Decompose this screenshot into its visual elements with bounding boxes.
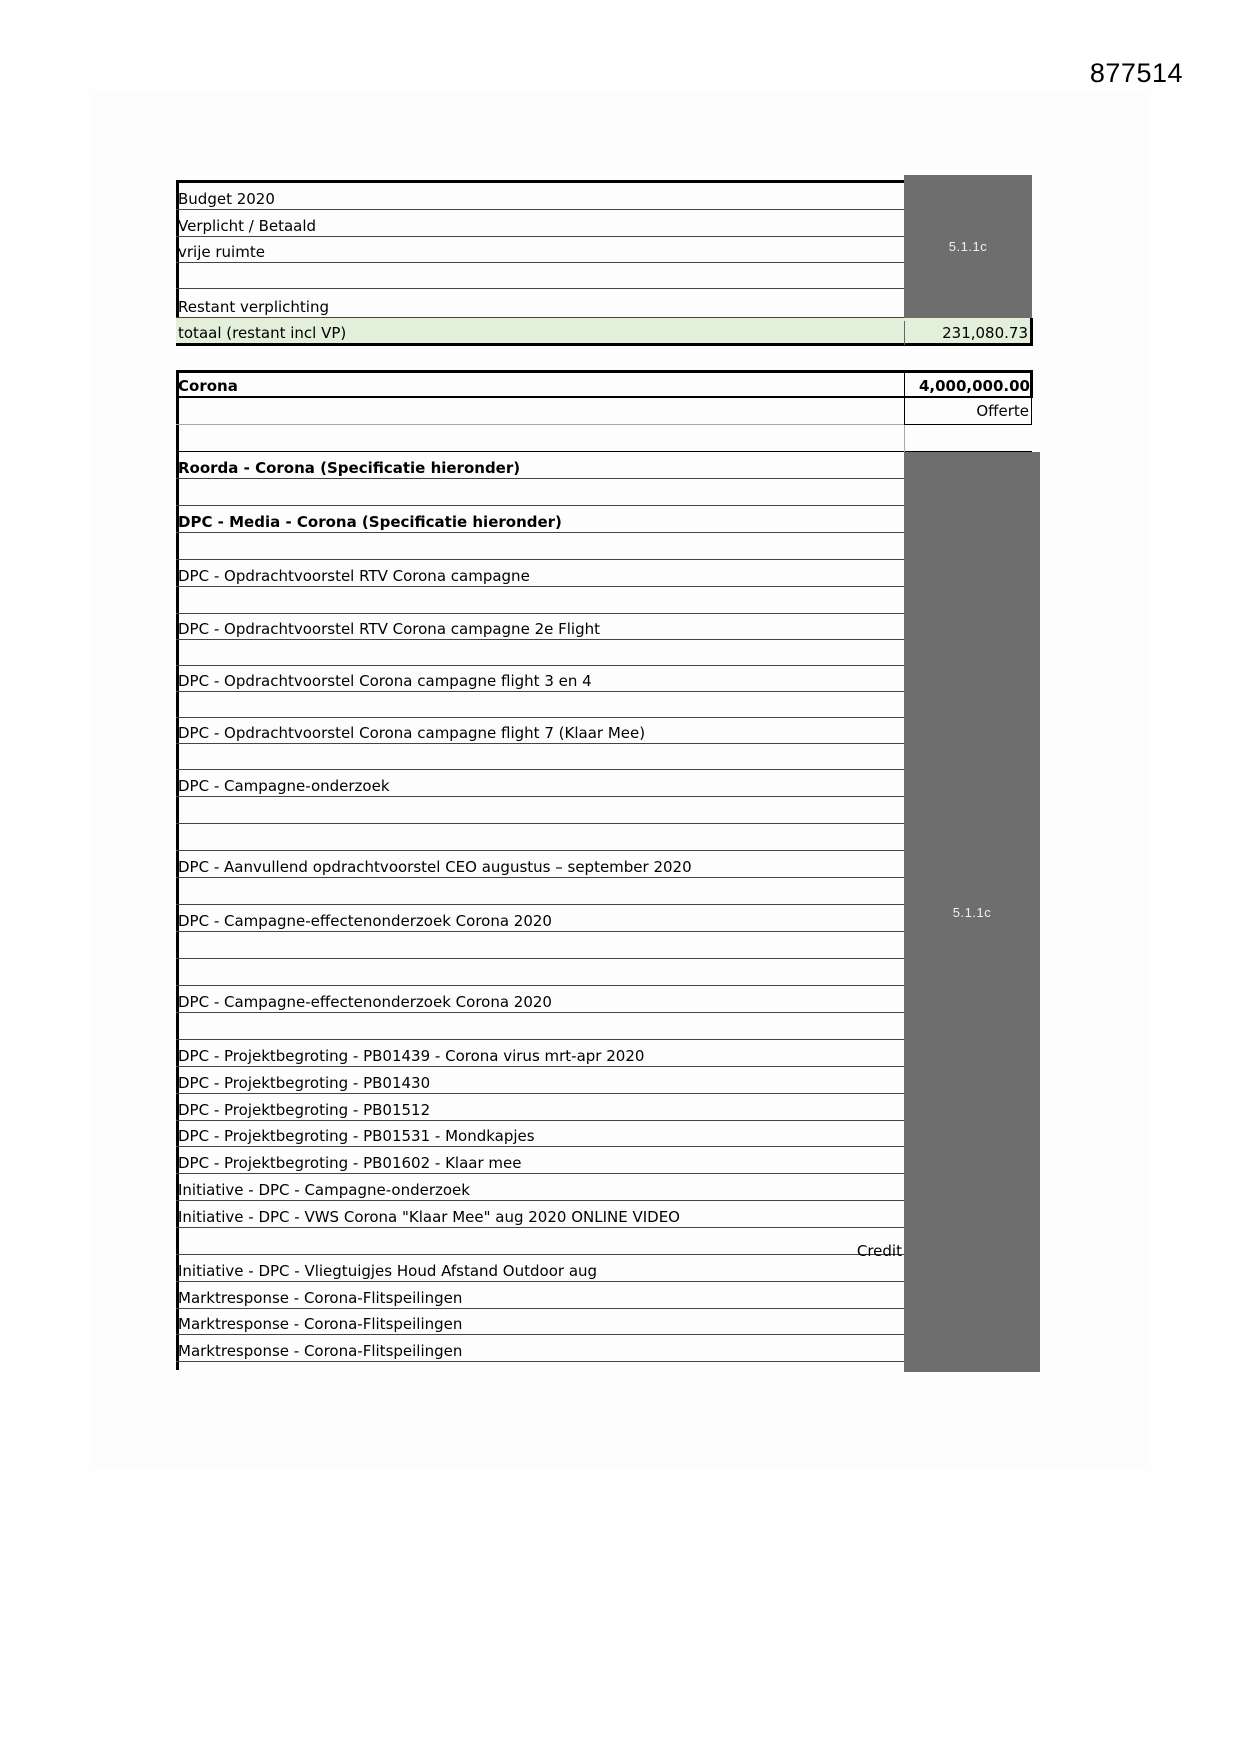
credit-label: Credit xyxy=(856,1242,902,1260)
table-row xyxy=(176,986,904,1013)
table-row xyxy=(176,905,904,932)
row-label: DPC - Media - Corona (Specificatie hieronder) xyxy=(178,513,562,531)
row-label: DPC - Projektbegroting - PB01531 - Mondkapjes xyxy=(178,1127,535,1145)
table-row xyxy=(176,506,904,533)
document-number: 877514 xyxy=(1089,58,1183,88)
row-label: DPC - Projektbegroting - PB01439 - Corona virus mrt-apr 2020 xyxy=(178,1047,645,1065)
offerte-column-header: Offerte xyxy=(904,398,1032,425)
empty-row xyxy=(176,692,904,718)
empty-row xyxy=(176,533,904,560)
row-label: DPC - Projektbegroting - PB01430 xyxy=(178,1074,431,1092)
budget-row xyxy=(176,183,904,210)
table-row xyxy=(176,560,904,587)
table-row xyxy=(176,614,904,640)
table-right-border xyxy=(1030,318,1033,346)
empty-row xyxy=(176,797,904,824)
table-row xyxy=(176,1282,904,1309)
row-label: Roorda - Corona (Specificatie hieronder) xyxy=(178,459,521,477)
empty-row xyxy=(176,744,904,770)
redaction-block: 5.1.1c xyxy=(904,452,1040,1372)
table-row xyxy=(176,851,904,878)
row-label: Marktresponse - Corona-Flitspeilingen xyxy=(178,1315,463,1333)
table-row xyxy=(176,666,904,692)
row-label: Initiative - DPC - VWS Corona "Klaar Mee" aug 2020 ONLINE VIDEO xyxy=(178,1208,680,1226)
empty-row xyxy=(176,479,904,506)
table-row xyxy=(176,718,904,744)
row-label: DPC - Opdrachtvoorstel RTV Corona campagne xyxy=(178,567,530,585)
budget-row-label: vrije ruimte xyxy=(178,243,265,261)
corona-header-row xyxy=(176,398,904,425)
row-label: DPC - Campagne-effectenonderzoek Corona 2020 xyxy=(178,912,552,930)
empty-row xyxy=(176,1228,904,1255)
table-row xyxy=(176,1335,904,1362)
row-label: DPC - Opdrachtvoorstel Corona campagne flight 3 en 4 xyxy=(178,672,592,690)
row-label: Initiative - DPC - Vliegtuigjes Houd Afstand Outdoor aug xyxy=(178,1262,598,1280)
corona-table xyxy=(176,370,1046,1380)
row-label: Marktresponse - Corona-Flitspeilingen xyxy=(178,1342,463,1360)
row-label: DPC - Projektbegroting - PB01602 - Klaar mee xyxy=(178,1154,522,1172)
table-row xyxy=(176,770,904,797)
row-label: DPC - Campagne-effectenonderzoek Corona 2020 xyxy=(178,993,552,1011)
cell-divider xyxy=(904,425,905,452)
table-row xyxy=(176,1040,904,1067)
table-row xyxy=(176,1174,904,1201)
row-label: DPC - Projektbegroting - PB01512 xyxy=(178,1101,431,1119)
table-row xyxy=(176,452,904,479)
budget-table xyxy=(176,180,1036,346)
table-right-border xyxy=(1030,370,1033,398)
budget-row-label: Verplicht / Betaald xyxy=(178,217,317,235)
row-label: DPC - Opdrachtvoorstel Corona campagne flight 7 (Klaar Mee) xyxy=(178,724,646,742)
empty-row xyxy=(176,932,904,959)
corona-title: Corona xyxy=(178,377,238,395)
budget-row xyxy=(176,289,904,318)
budget-row xyxy=(176,210,904,237)
empty-row xyxy=(176,959,904,986)
table-row xyxy=(176,1094,904,1121)
row-label: DPC - Opdrachtvoorstel RTV Corona campagne 2e Flight xyxy=(178,620,600,638)
budget-row-label: Budget 2020 xyxy=(178,190,275,208)
table-row xyxy=(176,1255,904,1282)
empty-row xyxy=(176,1013,904,1040)
table-row xyxy=(176,1121,904,1147)
budget-total-value: 231,080.73 xyxy=(904,321,1030,345)
table-row xyxy=(176,1067,904,1094)
empty-row xyxy=(176,587,904,614)
empty-row xyxy=(176,878,904,905)
redaction-block: 5.1.1c xyxy=(904,175,1032,318)
row-label: DPC - Aanvullend opdrachtvoorstel CEO augustus – september 2020 xyxy=(178,858,692,876)
row-label: Marktresponse - Corona-Flitspeilingen xyxy=(178,1289,463,1307)
budget-row xyxy=(176,237,904,263)
empty-row xyxy=(176,640,904,666)
table-row xyxy=(176,1309,904,1335)
empty-row xyxy=(176,824,904,851)
corona-budget-value: 4,000,000.00 xyxy=(904,373,1032,397)
budget-row xyxy=(176,263,904,289)
budget-total-label: totaal (restant incl VP) xyxy=(178,324,347,342)
row-label: Initiative - DPC - Campagne-onderzoek xyxy=(178,1181,470,1199)
table-row xyxy=(176,1201,904,1228)
row-label: DPC - Campagne-onderzoek xyxy=(178,777,390,795)
table-row xyxy=(176,1147,904,1174)
budget-row-label: Restant verplichting xyxy=(178,298,329,316)
